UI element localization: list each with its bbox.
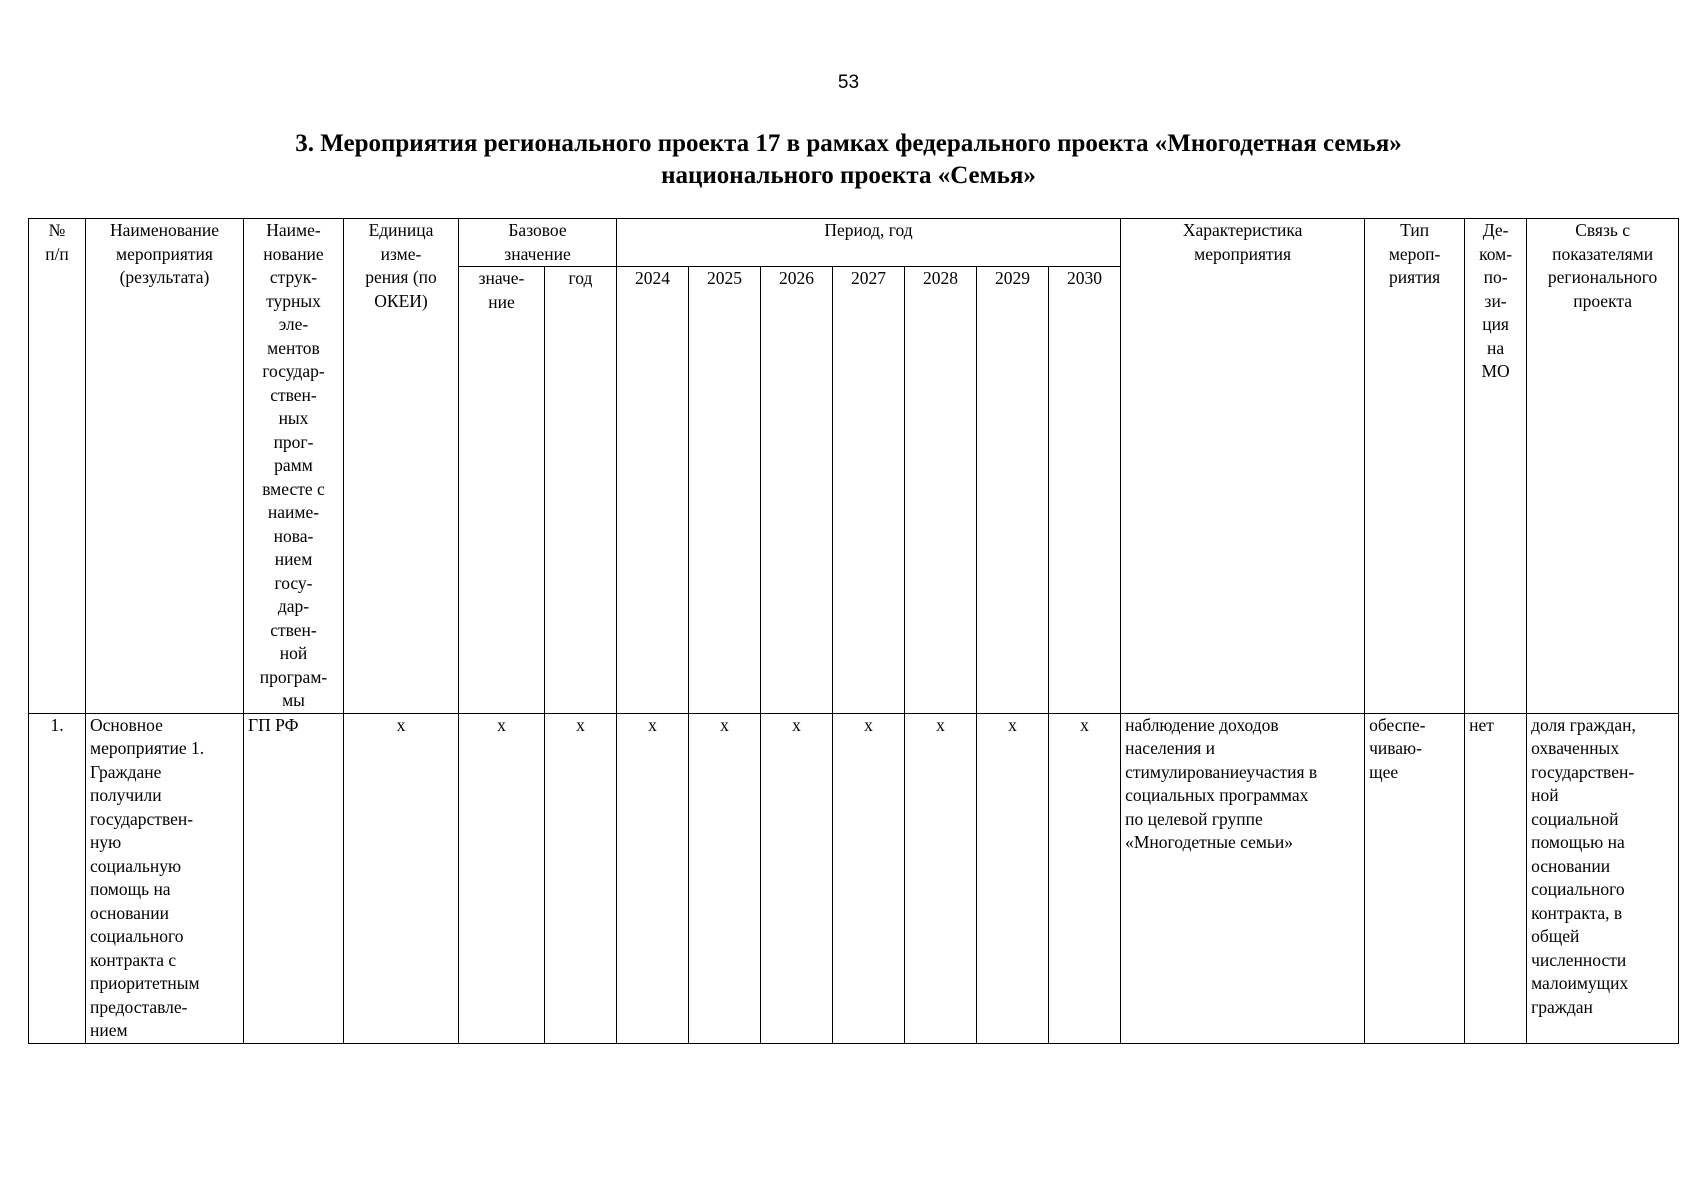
text-line: мероп- — [1388, 243, 1441, 264]
text-line: наиме- — [267, 502, 320, 522]
text-line: нием — [90, 1020, 128, 1040]
header-num — [29, 219, 86, 714]
header-unit — [344, 219, 459, 714]
header-year: 2024 — [617, 267, 689, 713]
text-line: малоимущих — [1531, 973, 1629, 993]
text-line: Базовое — [508, 220, 567, 240]
text-line: Связь с — [1575, 220, 1630, 240]
text-line: «Многодетные семьи» — [1125, 832, 1294, 852]
cell-decomposition: нет — [1465, 713, 1527, 1043]
text-line: програм- — [259, 666, 328, 687]
text-line: нование — [263, 243, 324, 264]
cell-base-year: х — [545, 713, 617, 1043]
cell-year-value: х — [833, 713, 905, 1043]
text-line: государствен- — [1531, 761, 1635, 782]
header-name — [86, 219, 244, 714]
text-line: предоставле- — [90, 996, 188, 1017]
text-line: общей — [1531, 926, 1580, 946]
text-line: мероприятия — [116, 243, 213, 264]
text-line: значение — [504, 243, 571, 264]
text-line: Наиме- — [266, 220, 321, 240]
cell-year-value: х — [1049, 713, 1121, 1043]
text-line: № — [48, 220, 66, 240]
text-line: Основное — [90, 714, 163, 735]
text-line: ной — [1531, 785, 1559, 805]
text-line: на — [1487, 337, 1505, 358]
text-line: зи- — [1484, 290, 1507, 311]
text-line: ных — [278, 408, 309, 428]
text-line: Граждане — [90, 761, 162, 782]
text-line: струк- — [269, 267, 318, 287]
table-row — [29, 713, 1679, 1043]
text-line: Тип — [1400, 220, 1430, 240]
text-line: дар- — [277, 596, 310, 616]
header-year: 2029 — [977, 267, 1049, 713]
cell-year-value: х — [617, 713, 689, 1043]
text-line: ОКЕИ) — [374, 290, 428, 311]
text-line: п/п — [45, 243, 69, 264]
text-line: ние — [488, 291, 515, 312]
text-line: социального — [90, 926, 184, 946]
text-line: мероприятие 1. — [90, 738, 205, 758]
cell-base-value: х — [459, 713, 545, 1043]
text-line: основании — [1531, 855, 1611, 876]
text-line: нова- — [273, 525, 314, 546]
header-type — [1365, 219, 1465, 714]
cell-name — [86, 713, 244, 1043]
text-line: ствен- — [270, 384, 317, 405]
text-line: получили — [90, 785, 162, 805]
text-line: населения и — [1125, 738, 1215, 758]
page-number: 53 — [837, 72, 860, 93]
text-line: наблюдение доходов — [1125, 714, 1279, 735]
text-line: по целевой группе — [1125, 808, 1263, 829]
text-line: государствен- — [90, 808, 194, 829]
header-structural-elements — [244, 219, 344, 714]
text-line: ствен- — [270, 619, 317, 640]
header-period: Период, год — [617, 219, 1121, 267]
cell-year-value: х — [689, 713, 761, 1043]
cell-num: 1. — [29, 713, 86, 1043]
text-line: прог- — [273, 431, 314, 452]
measures-table — [28, 218, 1679, 1044]
text-line: приоритетным — [90, 973, 200, 993]
text-line: социального — [1531, 879, 1625, 899]
text-line: мероприятия — [1194, 243, 1292, 264]
header-year: 2027 — [833, 267, 905, 713]
text-line: помощь на — [90, 879, 171, 899]
header-base-value — [459, 219, 617, 267]
text-line: показателями — [1552, 243, 1654, 264]
text-line: турных — [266, 290, 321, 311]
header-row-1 — [29, 219, 1679, 267]
title-line-1: 3. Мероприятия регионального проекта 17 в рамках федерального проекта «Многодетная семья» — [295, 130, 1402, 157]
text-line: Единица — [368, 220, 434, 240]
text-line: вместе с — [262, 478, 325, 499]
text-line: эле- — [278, 314, 309, 334]
text-line: ментов — [267, 337, 320, 358]
text-line: численности — [1531, 949, 1627, 970]
cell-year-value: х — [977, 713, 1049, 1043]
text-line: (результата) — [119, 267, 210, 287]
header-year: 2026 — [761, 267, 833, 713]
text-line: ция — [1482, 314, 1509, 334]
text-line: доля граждан, — [1531, 714, 1636, 735]
cell-year-value: х — [905, 713, 977, 1043]
text-line: контракта, в — [1531, 902, 1623, 923]
text-line: ком- — [1479, 243, 1513, 264]
text-line: ной — [279, 643, 308, 663]
text-line: граждан — [1531, 996, 1593, 1017]
title-line-2: национального проекта «Семья» — [661, 162, 1036, 189]
text-line: госу- — [274, 572, 313, 593]
text-line: рения (по — [365, 267, 437, 287]
header-year: 2030 — [1049, 267, 1121, 713]
cell-unit: х — [344, 713, 459, 1043]
cell-characteristic — [1121, 713, 1365, 1043]
text-line: обеспе- — [1369, 714, 1426, 735]
header-year: 2025 — [689, 267, 761, 713]
header-base-value-value — [459, 267, 545, 713]
text-line: по- — [1483, 267, 1508, 287]
text-line: мы — [282, 690, 305, 710]
text-line: социальных программах — [1125, 785, 1309, 805]
text-line: Де- — [1482, 220, 1509, 240]
text-line: основании — [90, 902, 169, 923]
text-line: нием — [274, 549, 313, 569]
text-line: социальной — [1531, 808, 1619, 829]
cell-year-value: х — [761, 713, 833, 1043]
text-line: стимулированиеучастия в — [1125, 761, 1318, 782]
text-line: социальную — [90, 855, 182, 876]
text-line: государ- — [262, 361, 325, 381]
cell-type — [1365, 713, 1465, 1043]
text-line: проекта — [1573, 290, 1632, 311]
text-line: изме- — [380, 243, 422, 264]
text-line: МО — [1481, 361, 1510, 381]
text-line: Характеристика — [1182, 220, 1303, 240]
text-line: риятия — [1388, 267, 1441, 287]
text-line: рамм — [274, 455, 313, 475]
text-line: регионального — [1547, 267, 1658, 287]
header-base-value-year: год — [545, 267, 617, 713]
text-line: ную — [90, 832, 122, 852]
cell-structural-element: ГП РФ — [244, 713, 344, 1043]
text-line: Наименование — [109, 220, 220, 240]
cell-link — [1527, 713, 1679, 1043]
header-decomposition — [1465, 219, 1527, 714]
text-line: значе- — [478, 268, 525, 289]
document-title — [0, 128, 1697, 192]
text-line: охваченных — [1531, 738, 1620, 758]
text-line: щее — [1369, 761, 1399, 782]
text-line: помощью на — [1531, 832, 1625, 852]
header-characteristic — [1121, 219, 1365, 714]
text-line: чиваю- — [1369, 738, 1422, 758]
text-line: контракта с — [90, 949, 177, 970]
header-link — [1527, 219, 1679, 714]
header-year: 2028 — [905, 267, 977, 713]
